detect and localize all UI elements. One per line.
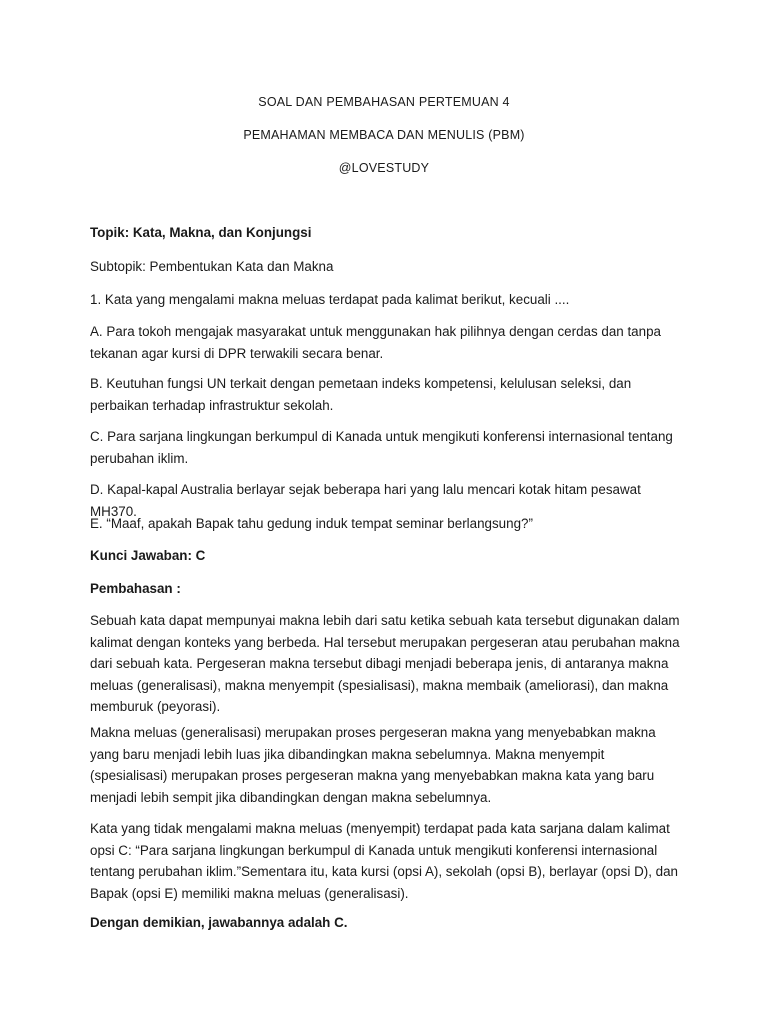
subtopic-line: Subtopik: Pembentukan Kata dan Makna [90,259,334,274]
discussion-paragraph-1: Sebuah kata dapat mempunyai makna lebih dari satu ketika sebuah kata tersebut digunakan dalam kalimat dengan konteks yang berbeda. Hal tersebut merupakan pergeseran atau perubahan makna dari sebuah kata. Pergeseran makna tersebut dibagi menjadi beberapa jenis, di antaranya makna meluas (generalisasi), makna menyempit (spesialisasi), makna membaik (ameliorasi), dan makna memburuk (peyorasi). [90,613,680,714]
document-title: SOAL DAN PEMBAHASAN PERTEMUAN 4 [258,95,510,109]
conclusion-line: Dengan demikian, jawabannya adalah C. [90,915,348,930]
document-author: @LOVESTUDY [338,161,430,175]
discussion-paragraph-2: Makna meluas (generalisasi) merupakan proses pergeseran makna yang menyebabkan makna yang baru menjadi lebih luas jika dibandingkan makna sebelumnya. Makna menyempit (spesialisasi) merupakan proses pergeseran makna yang menyebabkan makna kata yang baru menjadi lebih sempit jika dibandingkan dengan makna sebelumnya. [90,725,656,805]
option-d: D. Kapal-kapal Australia berlayar sejak beberapa hari yang lalu mencari kotak hitam pesawat MH370. [90,482,641,519]
document-subtitle: PEMAHAMAN MEMBACA DAN MENULIS (PBM) [243,128,525,142]
discussion-label: Pembahasan : [90,581,181,596]
topic-line: Topik: Kata, Makna, dan Konjungsi [90,225,312,240]
option-a: A. Para tokoh mengajak masyarakat untuk menggunakan hak pilihnya dengan cerdas dan tanpa tekanan agar kursi di DPR terwakili secara benar. [90,324,661,361]
question-text: 1. Kata yang mengalami makna meluas terdapat pada kalimat berikut, kecuali .... [90,292,570,307]
option-e: E. “Maaf, apakah Bapak tahu gedung induk tempat seminar berlangsung?” [90,516,533,531]
discussion-paragraph-3: Kata yang tidak mengalami makna meluas (menyempit) terdapat pada kata sarjana dalam kalimat opsi C: “Para sarjana lingkungan berkumpul di Kanada untuk mengikuti konferensi internasional tentang perubahan iklim.”Sementara itu, kata kursi (opsi A), sekolah (opsi B), berlayar (opsi D), dan Bapak (opsi E) memiliki makna meluas (generalisasi). [90,821,678,901]
answer-key: Kunci Jawaban: C [90,548,206,563]
option-c: C. Para sarjana lingkungan berkumpul di Kanada untuk mengikuti konferensi internasional tentang perubahan iklim. [90,429,673,466]
option-b: B. Keutuhan fungsi UN terkait dengan pemetaan indeks kompetensi, kelulusan seleksi, dan perbaikan terhadap infrastruktur sekolah. [90,376,632,413]
